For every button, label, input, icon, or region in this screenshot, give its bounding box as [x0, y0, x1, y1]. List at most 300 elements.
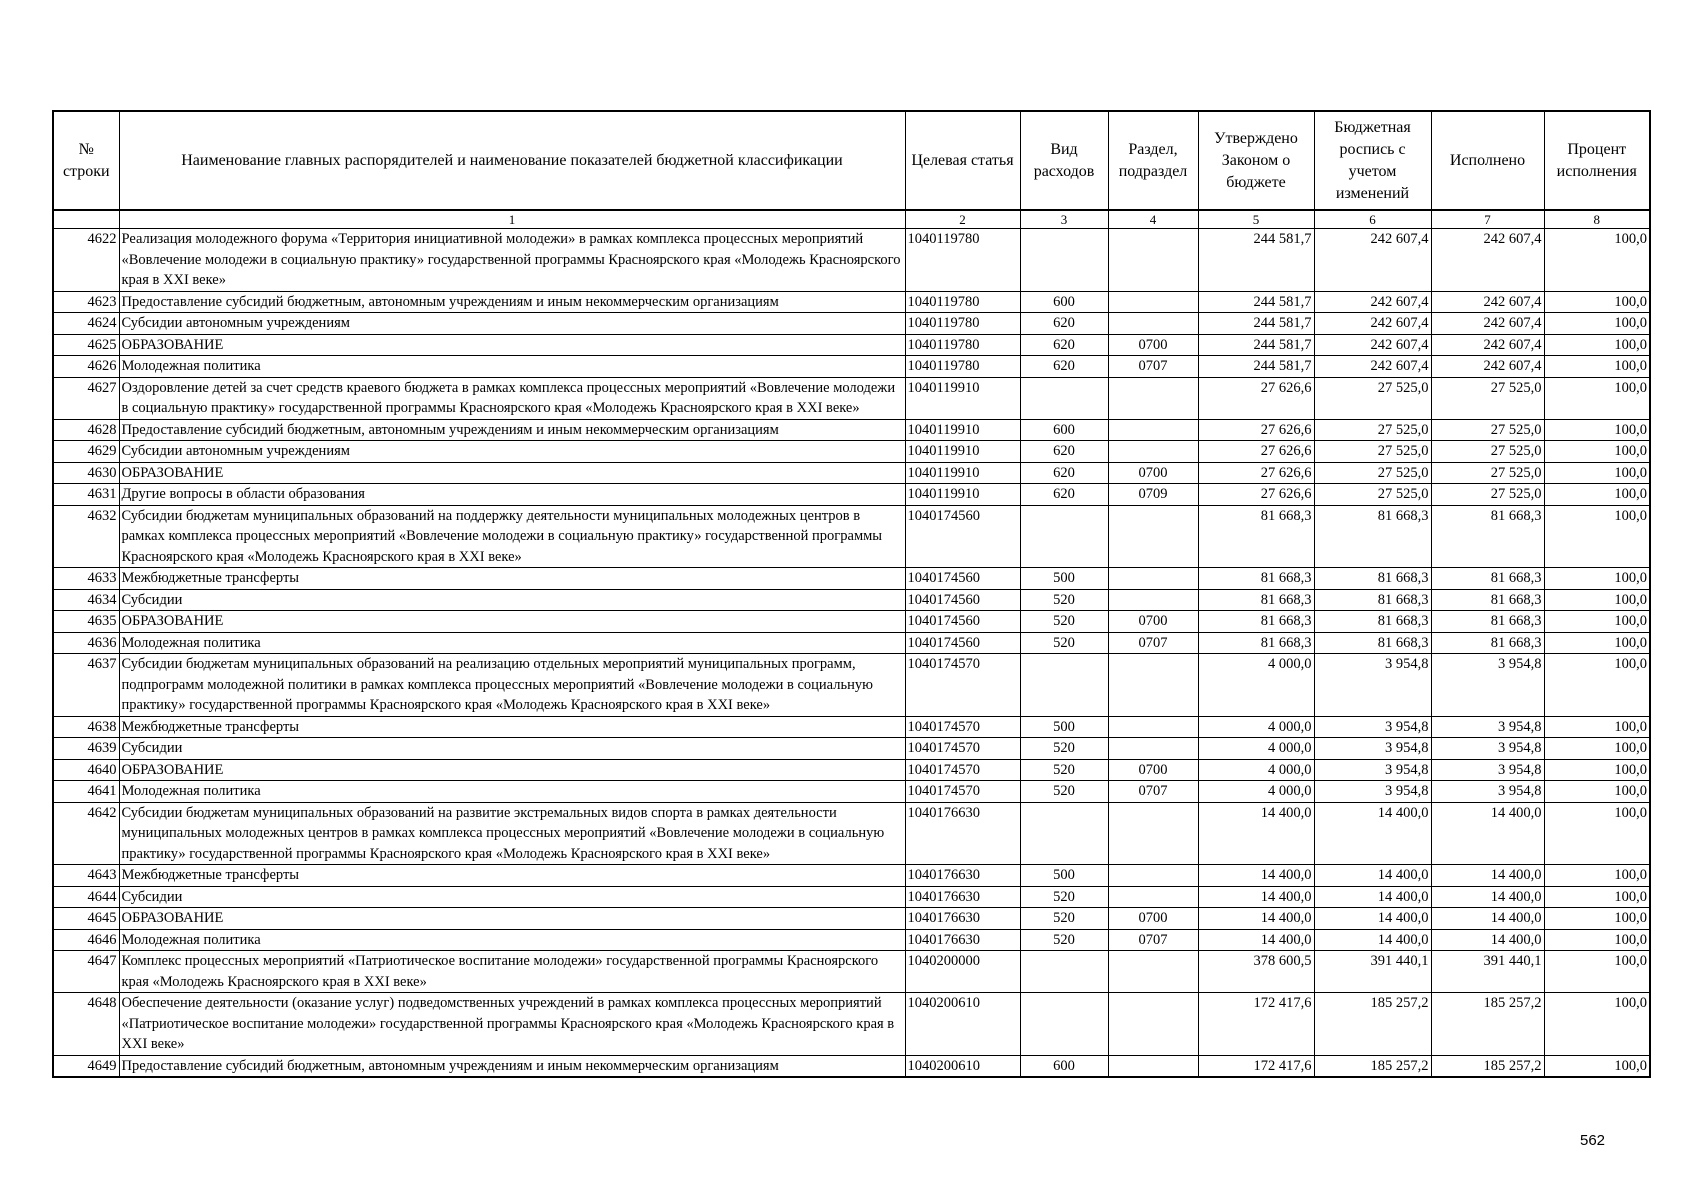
expense-type-cell: 620	[1020, 334, 1108, 356]
row-number-cell: 4624	[53, 313, 119, 335]
table-row	[53, 781, 1650, 803]
percent-cell: 100,0	[1544, 419, 1650, 441]
name-cell: Реализация молодежного форума «Территория инициативной молодежи» в рамках комплекса процессных мероприятий «Вовлечение молодежи в социальную практику» государственной программы Красноярского края «Молодежь Красноярского края в XXI веке»	[119, 229, 905, 292]
executed-cell: 242 607,4	[1431, 291, 1544, 313]
row-number-cell: 4634	[53, 589, 119, 611]
target-article-cell: 1040119780	[905, 229, 1020, 292]
budget-schedule-cell: 185 257,2	[1314, 993, 1431, 1056]
budget-schedule-cell: 27 525,0	[1314, 419, 1431, 441]
approved-cell: 244 581,7	[1198, 291, 1314, 313]
table-row	[53, 334, 1650, 356]
section-cell	[1108, 313, 1198, 335]
name-cell: Молодежная политика	[119, 929, 905, 951]
approved-cell: 172 417,6	[1198, 993, 1314, 1056]
percent-cell: 100,0	[1544, 313, 1650, 335]
budget-schedule-cell: 14 400,0	[1314, 908, 1431, 930]
expense-type-cell: 520	[1020, 886, 1108, 908]
table-row	[53, 865, 1650, 887]
approved-cell: 81 668,3	[1198, 611, 1314, 633]
percent-cell: 100,0	[1544, 229, 1650, 292]
header-section: Раздел, подраздел	[1108, 111, 1198, 210]
target-article-cell: 1040174560	[905, 611, 1020, 633]
header-budget-schedule: Бюджетная роспись с учетом изменений	[1314, 111, 1431, 210]
table-row	[53, 419, 1650, 441]
expense-type-cell: 520	[1020, 589, 1108, 611]
row-number-cell: 4646	[53, 929, 119, 951]
budget-table	[52, 110, 1651, 1078]
approved-cell: 81 668,3	[1198, 568, 1314, 590]
approved-cell: 27 626,6	[1198, 484, 1314, 506]
target-article-cell: 1040119780	[905, 313, 1020, 335]
table-row	[53, 802, 1650, 865]
target-article-cell: 1040174570	[905, 759, 1020, 781]
target-article-cell: 1040176630	[905, 886, 1020, 908]
expense-type-cell	[1020, 377, 1108, 419]
approved-cell: 244 581,7	[1198, 334, 1314, 356]
budget-schedule-cell: 27 525,0	[1314, 377, 1431, 419]
column-number-blank	[53, 210, 119, 229]
name-cell: ОБРАЗОВАНИЕ	[119, 611, 905, 633]
expense-type-cell: 520	[1020, 632, 1108, 654]
percent-cell: 100,0	[1544, 484, 1650, 506]
section-cell: 0707	[1108, 632, 1198, 654]
row-number-cell: 4623	[53, 291, 119, 313]
expense-type-cell: 600	[1020, 1055, 1108, 1077]
expense-type-cell: 520	[1020, 908, 1108, 930]
target-article-cell: 1040176630	[905, 865, 1020, 887]
executed-cell: 3 954,8	[1431, 738, 1544, 760]
budget-schedule-cell: 81 668,3	[1314, 632, 1431, 654]
percent-cell: 100,0	[1544, 356, 1650, 378]
budget-schedule-cell: 27 525,0	[1314, 462, 1431, 484]
row-number-cell: 4632	[53, 505, 119, 568]
row-number-cell: 4636	[53, 632, 119, 654]
expense-type-cell: 620	[1020, 484, 1108, 506]
target-article-cell: 1040174560	[905, 505, 1020, 568]
percent-cell: 100,0	[1544, 505, 1650, 568]
executed-cell: 242 607,4	[1431, 334, 1544, 356]
target-article-cell: 1040174570	[905, 738, 1020, 760]
name-cell: Межбюджетные трансферты	[119, 568, 905, 590]
expense-type-cell: 620	[1020, 441, 1108, 463]
section-cell	[1108, 716, 1198, 738]
section-cell: 0700	[1108, 759, 1198, 781]
budget-schedule-cell: 242 607,4	[1314, 356, 1431, 378]
budget-schedule-cell: 81 668,3	[1314, 589, 1431, 611]
executed-cell: 14 400,0	[1431, 886, 1544, 908]
executed-cell: 3 954,8	[1431, 654, 1544, 717]
table-row	[53, 484, 1650, 506]
percent-cell: 100,0	[1544, 654, 1650, 717]
row-number-cell: 4640	[53, 759, 119, 781]
header-expense-type: Вид расходов	[1020, 111, 1108, 210]
budget-schedule-cell: 185 257,2	[1314, 1055, 1431, 1077]
percent-cell: 100,0	[1544, 865, 1650, 887]
budget-schedule-cell: 14 400,0	[1314, 886, 1431, 908]
expense-type-cell	[1020, 951, 1108, 993]
approved-cell: 172 417,6	[1198, 1055, 1314, 1077]
target-article-cell: 1040119910	[905, 377, 1020, 419]
table-row	[53, 951, 1650, 993]
approved-cell: 244 581,7	[1198, 313, 1314, 335]
row-number-cell: 4625	[53, 334, 119, 356]
section-cell	[1108, 951, 1198, 993]
name-cell: ОБРАЗОВАНИЕ	[119, 334, 905, 356]
executed-cell: 185 257,2	[1431, 993, 1544, 1056]
percent-cell: 100,0	[1544, 377, 1650, 419]
name-cell: Субсидии	[119, 738, 905, 760]
name-cell: Молодежная политика	[119, 356, 905, 378]
percent-cell: 100,0	[1544, 441, 1650, 463]
expense-type-cell: 600	[1020, 419, 1108, 441]
target-article-cell: 1040174560	[905, 589, 1020, 611]
percent-cell: 100,0	[1544, 632, 1650, 654]
target-article-cell: 1040174560	[905, 568, 1020, 590]
target-article-cell: 1040176630	[905, 929, 1020, 951]
percent-cell: 100,0	[1544, 951, 1650, 993]
table-row	[53, 716, 1650, 738]
section-cell	[1108, 654, 1198, 717]
column-number-row	[53, 210, 1650, 229]
approved-cell: 81 668,3	[1198, 505, 1314, 568]
table-row	[53, 759, 1650, 781]
executed-cell: 14 400,0	[1431, 929, 1544, 951]
percent-cell: 100,0	[1544, 291, 1650, 313]
approved-cell: 378 600,5	[1198, 951, 1314, 993]
executed-cell: 14 400,0	[1431, 865, 1544, 887]
table-row	[53, 738, 1650, 760]
row-number-cell: 4643	[53, 865, 119, 887]
row-number-cell: 4639	[53, 738, 119, 760]
section-cell: 0700	[1108, 334, 1198, 356]
column-number: 1	[119, 210, 905, 229]
row-number-cell: 4641	[53, 781, 119, 803]
approved-cell: 244 581,7	[1198, 356, 1314, 378]
row-number-cell: 4645	[53, 908, 119, 930]
name-cell: Межбюджетные трансферты	[119, 865, 905, 887]
row-number-cell: 4629	[53, 441, 119, 463]
section-cell	[1108, 589, 1198, 611]
percent-cell: 100,0	[1544, 462, 1650, 484]
row-number-cell: 4631	[53, 484, 119, 506]
executed-cell: 81 668,3	[1431, 568, 1544, 590]
section-cell	[1108, 441, 1198, 463]
column-number: 6	[1314, 210, 1431, 229]
column-number: 8	[1544, 210, 1650, 229]
percent-cell: 100,0	[1544, 1055, 1650, 1077]
expense-type-cell	[1020, 802, 1108, 865]
name-cell: ОБРАЗОВАНИЕ	[119, 908, 905, 930]
header-approved: Утверждено Законом о бюджете	[1198, 111, 1314, 210]
expense-type-cell	[1020, 993, 1108, 1056]
target-article-cell: 1040200610	[905, 993, 1020, 1056]
row-number-cell: 4644	[53, 886, 119, 908]
table-row	[53, 929, 1650, 951]
row-number-cell: 4628	[53, 419, 119, 441]
name-cell: Межбюджетные трансферты	[119, 716, 905, 738]
name-cell: Субсидии автономным учреждениям	[119, 313, 905, 335]
row-number-cell: 4642	[53, 802, 119, 865]
executed-cell: 27 525,0	[1431, 462, 1544, 484]
budget-schedule-cell: 391 440,1	[1314, 951, 1431, 993]
expense-type-cell: 620	[1020, 462, 1108, 484]
name-cell: Молодежная политика	[119, 632, 905, 654]
column-number: 4	[1108, 210, 1198, 229]
row-number-cell: 4638	[53, 716, 119, 738]
budget-schedule-cell: 81 668,3	[1314, 505, 1431, 568]
column-number: 2	[905, 210, 1020, 229]
percent-cell: 100,0	[1544, 334, 1650, 356]
percent-cell: 100,0	[1544, 738, 1650, 760]
executed-cell: 391 440,1	[1431, 951, 1544, 993]
table-body	[53, 229, 1650, 1078]
executed-cell: 3 954,8	[1431, 759, 1544, 781]
approved-cell: 81 668,3	[1198, 589, 1314, 611]
table-row	[53, 441, 1650, 463]
section-cell	[1108, 568, 1198, 590]
target-article-cell: 1040119910	[905, 419, 1020, 441]
target-article-cell: 1040119780	[905, 291, 1020, 313]
header-target-article: Целевая статья	[905, 111, 1020, 210]
target-article-cell: 1040119910	[905, 441, 1020, 463]
section-cell	[1108, 505, 1198, 568]
column-number: 3	[1020, 210, 1108, 229]
budget-schedule-cell: 14 400,0	[1314, 929, 1431, 951]
header-executed: Исполнено	[1431, 111, 1544, 210]
section-cell: 0700	[1108, 611, 1198, 633]
row-number-cell: 4647	[53, 951, 119, 993]
approved-cell: 4 000,0	[1198, 738, 1314, 760]
approved-cell: 14 400,0	[1198, 908, 1314, 930]
executed-cell: 81 668,3	[1431, 611, 1544, 633]
header-name: Наименование главных распорядителей и наименование показателей бюджетной классификации	[119, 111, 905, 210]
approved-cell: 4 000,0	[1198, 781, 1314, 803]
target-article-cell: 1040174570	[905, 716, 1020, 738]
approved-cell: 14 400,0	[1198, 865, 1314, 887]
budget-schedule-cell: 242 607,4	[1314, 291, 1431, 313]
target-article-cell: 1040200000	[905, 951, 1020, 993]
budget-schedule-cell: 242 607,4	[1314, 334, 1431, 356]
table-row	[53, 356, 1650, 378]
table-row	[53, 611, 1650, 633]
name-cell: ОБРАЗОВАНИЕ	[119, 462, 905, 484]
executed-cell: 3 954,8	[1431, 716, 1544, 738]
executed-cell: 27 525,0	[1431, 377, 1544, 419]
executed-cell: 14 400,0	[1431, 802, 1544, 865]
table-row	[53, 993, 1650, 1056]
column-number: 7	[1431, 210, 1544, 229]
target-article-cell: 1040119780	[905, 356, 1020, 378]
section-cell	[1108, 419, 1198, 441]
budget-schedule-cell: 14 400,0	[1314, 865, 1431, 887]
row-number-cell: 4637	[53, 654, 119, 717]
budget-schedule-cell: 242 607,4	[1314, 313, 1431, 335]
row-number-cell: 4627	[53, 377, 119, 419]
approved-cell: 27 626,6	[1198, 462, 1314, 484]
expense-type-cell	[1020, 505, 1108, 568]
executed-cell: 81 668,3	[1431, 632, 1544, 654]
expense-type-cell: 520	[1020, 738, 1108, 760]
expense-type-cell: 620	[1020, 356, 1108, 378]
table-row	[53, 377, 1650, 419]
percent-cell: 100,0	[1544, 886, 1650, 908]
executed-cell: 242 607,4	[1431, 356, 1544, 378]
approved-cell: 4 000,0	[1198, 716, 1314, 738]
row-number-cell: 4622	[53, 229, 119, 292]
expense-type-cell: 600	[1020, 291, 1108, 313]
percent-cell: 100,0	[1544, 929, 1650, 951]
name-cell: Субсидии бюджетам муниципальных образований на реализацию отдельных мероприятий муниципальных программ, подпрограмм молодежной политики в рамках комплекса процессных мероприятий «Вовлечение молодежи в социальную практику» государственной программы Красноярского края «Молодежь Красноярского края в XXI веке»	[119, 654, 905, 717]
percent-cell: 100,0	[1544, 716, 1650, 738]
header-percent: Процент исполнения	[1544, 111, 1650, 210]
row-number-cell: 4649	[53, 1055, 119, 1077]
section-cell	[1108, 1055, 1198, 1077]
budget-schedule-cell: 27 525,0	[1314, 441, 1431, 463]
table-row	[53, 568, 1650, 590]
approved-cell: 14 400,0	[1198, 929, 1314, 951]
approved-cell: 4 000,0	[1198, 654, 1314, 717]
expense-type-cell: 520	[1020, 759, 1108, 781]
executed-cell: 81 668,3	[1431, 505, 1544, 568]
table-row	[53, 291, 1650, 313]
percent-cell: 100,0	[1544, 993, 1650, 1056]
executed-cell: 14 400,0	[1431, 908, 1544, 930]
section-cell	[1108, 886, 1198, 908]
target-article-cell: 1040200610	[905, 1055, 1020, 1077]
section-cell	[1108, 993, 1198, 1056]
section-cell	[1108, 377, 1198, 419]
name-cell: Комплекс процессных мероприятий «Патриотическое воспитание молодежи» государственной программы Красноярского края «Молодежь Красноярского края в XXI веке»	[119, 951, 905, 993]
name-cell: ОБРАЗОВАНИЕ	[119, 759, 905, 781]
row-number-cell: 4633	[53, 568, 119, 590]
percent-cell: 100,0	[1544, 781, 1650, 803]
name-cell: Оздоровление детей за счет средств краевого бюджета в рамках комплекса процессных мероприятий «Вовлечение молодежи в социальную практику» государственной программы Красноярского края «Молодежь Красноярского края в XXI веке»	[119, 377, 905, 419]
name-cell: Предоставление субсидий бюджетным, автономным учреждениям и иным некоммерческим организациям	[119, 419, 905, 441]
expense-type-cell	[1020, 654, 1108, 717]
table-row	[53, 1055, 1650, 1077]
name-cell: Субсидии	[119, 886, 905, 908]
section-cell: 0700	[1108, 462, 1198, 484]
budget-schedule-cell: 242 607,4	[1314, 229, 1431, 292]
expense-type-cell: 500	[1020, 568, 1108, 590]
section-cell	[1108, 229, 1198, 292]
target-article-cell: 1040176630	[905, 908, 1020, 930]
expense-type-cell: 520	[1020, 929, 1108, 951]
expense-type-cell: 520	[1020, 611, 1108, 633]
table-row	[53, 908, 1650, 930]
table-row	[53, 886, 1650, 908]
table-row	[53, 589, 1650, 611]
name-cell: Молодежная политика	[119, 781, 905, 803]
percent-cell: 100,0	[1544, 802, 1650, 865]
executed-cell: 27 525,0	[1431, 441, 1544, 463]
row-number-cell: 4630	[53, 462, 119, 484]
approved-cell: 14 400,0	[1198, 886, 1314, 908]
expense-type-cell: 500	[1020, 716, 1108, 738]
table-row	[53, 505, 1650, 568]
approved-cell: 244 581,7	[1198, 229, 1314, 292]
name-cell: Обеспечение деятельности (оказание услуг) подведомственных учреждений в рамках комплекса процессных мероприятий «Патриотическое воспитание молодежи» государственной программы Красноярского края «Молодежь Красноярского края в XXI веке»	[119, 993, 905, 1056]
executed-cell: 242 607,4	[1431, 313, 1544, 335]
name-cell: Субсидии бюджетам муниципальных образований на поддержку деятельности муниципальных молодежных центров в рамках комплекса процессных мероприятий «Вовлечение молодежи в социальную практику» государственной программы Красноярского края «Молодежь Красноярского края в XXI веке»	[119, 505, 905, 568]
page-number: 562	[1580, 1132, 1606, 1149]
executed-cell: 3 954,8	[1431, 781, 1544, 803]
approved-cell: 27 626,6	[1198, 441, 1314, 463]
percent-cell: 100,0	[1544, 908, 1650, 930]
percent-cell: 100,0	[1544, 589, 1650, 611]
section-cell: 0707	[1108, 929, 1198, 951]
executed-cell: 81 668,3	[1431, 589, 1544, 611]
budget-schedule-cell: 3 954,8	[1314, 781, 1431, 803]
target-article-cell: 1040174570	[905, 781, 1020, 803]
percent-cell: 100,0	[1544, 759, 1650, 781]
approved-cell: 81 668,3	[1198, 632, 1314, 654]
section-cell	[1108, 291, 1198, 313]
row-number-cell: 4626	[53, 356, 119, 378]
budget-schedule-cell: 14 400,0	[1314, 802, 1431, 865]
section-cell	[1108, 802, 1198, 865]
budget-schedule-cell: 3 954,8	[1314, 654, 1431, 717]
executed-cell: 185 257,2	[1431, 1055, 1544, 1077]
header-row-number: № строки	[53, 111, 119, 210]
target-article-cell: 1040174560	[905, 632, 1020, 654]
approved-cell: 27 626,6	[1198, 419, 1314, 441]
table-row	[53, 654, 1650, 717]
column-number: 5	[1198, 210, 1314, 229]
target-article-cell: 1040176630	[905, 802, 1020, 865]
expense-type-cell: 620	[1020, 313, 1108, 335]
executed-cell: 27 525,0	[1431, 484, 1544, 506]
percent-cell: 100,0	[1544, 611, 1650, 633]
name-cell: Предоставление субсидий бюджетным, автономным учреждениям и иным некоммерческим организациям	[119, 291, 905, 313]
executed-cell: 242 607,4	[1431, 229, 1544, 292]
target-article-cell: 1040174570	[905, 654, 1020, 717]
target-article-cell: 1040119780	[905, 334, 1020, 356]
name-cell: Субсидии бюджетам муниципальных образований на развитие экстремальных видов спорта в рамках деятельности муниципальных молодежных центров в рамках комплекса процессных мероприятий «Вовлечение молодежи в социальную практику» государственной программы Красноярского края «Молодежь Красноярского края в XXI веке»	[119, 802, 905, 865]
table-row	[53, 313, 1650, 335]
budget-schedule-cell: 3 954,8	[1314, 716, 1431, 738]
budget-schedule-cell: 3 954,8	[1314, 738, 1431, 760]
budget-schedule-cell: 27 525,0	[1314, 484, 1431, 506]
table-row	[53, 229, 1650, 292]
name-cell: Другие вопросы в области образования	[119, 484, 905, 506]
name-cell: Субсидии автономным учреждениям	[119, 441, 905, 463]
section-cell: 0709	[1108, 484, 1198, 506]
section-cell: 0707	[1108, 781, 1198, 803]
table-row	[53, 632, 1650, 654]
approved-cell: 27 626,6	[1198, 377, 1314, 419]
approved-cell: 4 000,0	[1198, 759, 1314, 781]
table-row	[53, 462, 1650, 484]
expense-type-cell: 520	[1020, 781, 1108, 803]
executed-cell: 27 525,0	[1431, 419, 1544, 441]
percent-cell: 100,0	[1544, 568, 1650, 590]
budget-schedule-cell: 81 668,3	[1314, 611, 1431, 633]
budget-schedule-cell: 81 668,3	[1314, 568, 1431, 590]
expense-type-cell	[1020, 229, 1108, 292]
row-number-cell: 4648	[53, 993, 119, 1056]
budget-schedule-cell: 3 954,8	[1314, 759, 1431, 781]
expense-type-cell: 500	[1020, 865, 1108, 887]
name-cell: Предоставление субсидий бюджетным, автономным учреждениям и иным некоммерческим организациям	[119, 1055, 905, 1077]
header-row	[53, 111, 1650, 210]
name-cell: Субсидии	[119, 589, 905, 611]
section-cell: 0700	[1108, 908, 1198, 930]
section-cell: 0707	[1108, 356, 1198, 378]
target-article-cell: 1040119910	[905, 484, 1020, 506]
section-cell	[1108, 738, 1198, 760]
row-number-cell: 4635	[53, 611, 119, 633]
